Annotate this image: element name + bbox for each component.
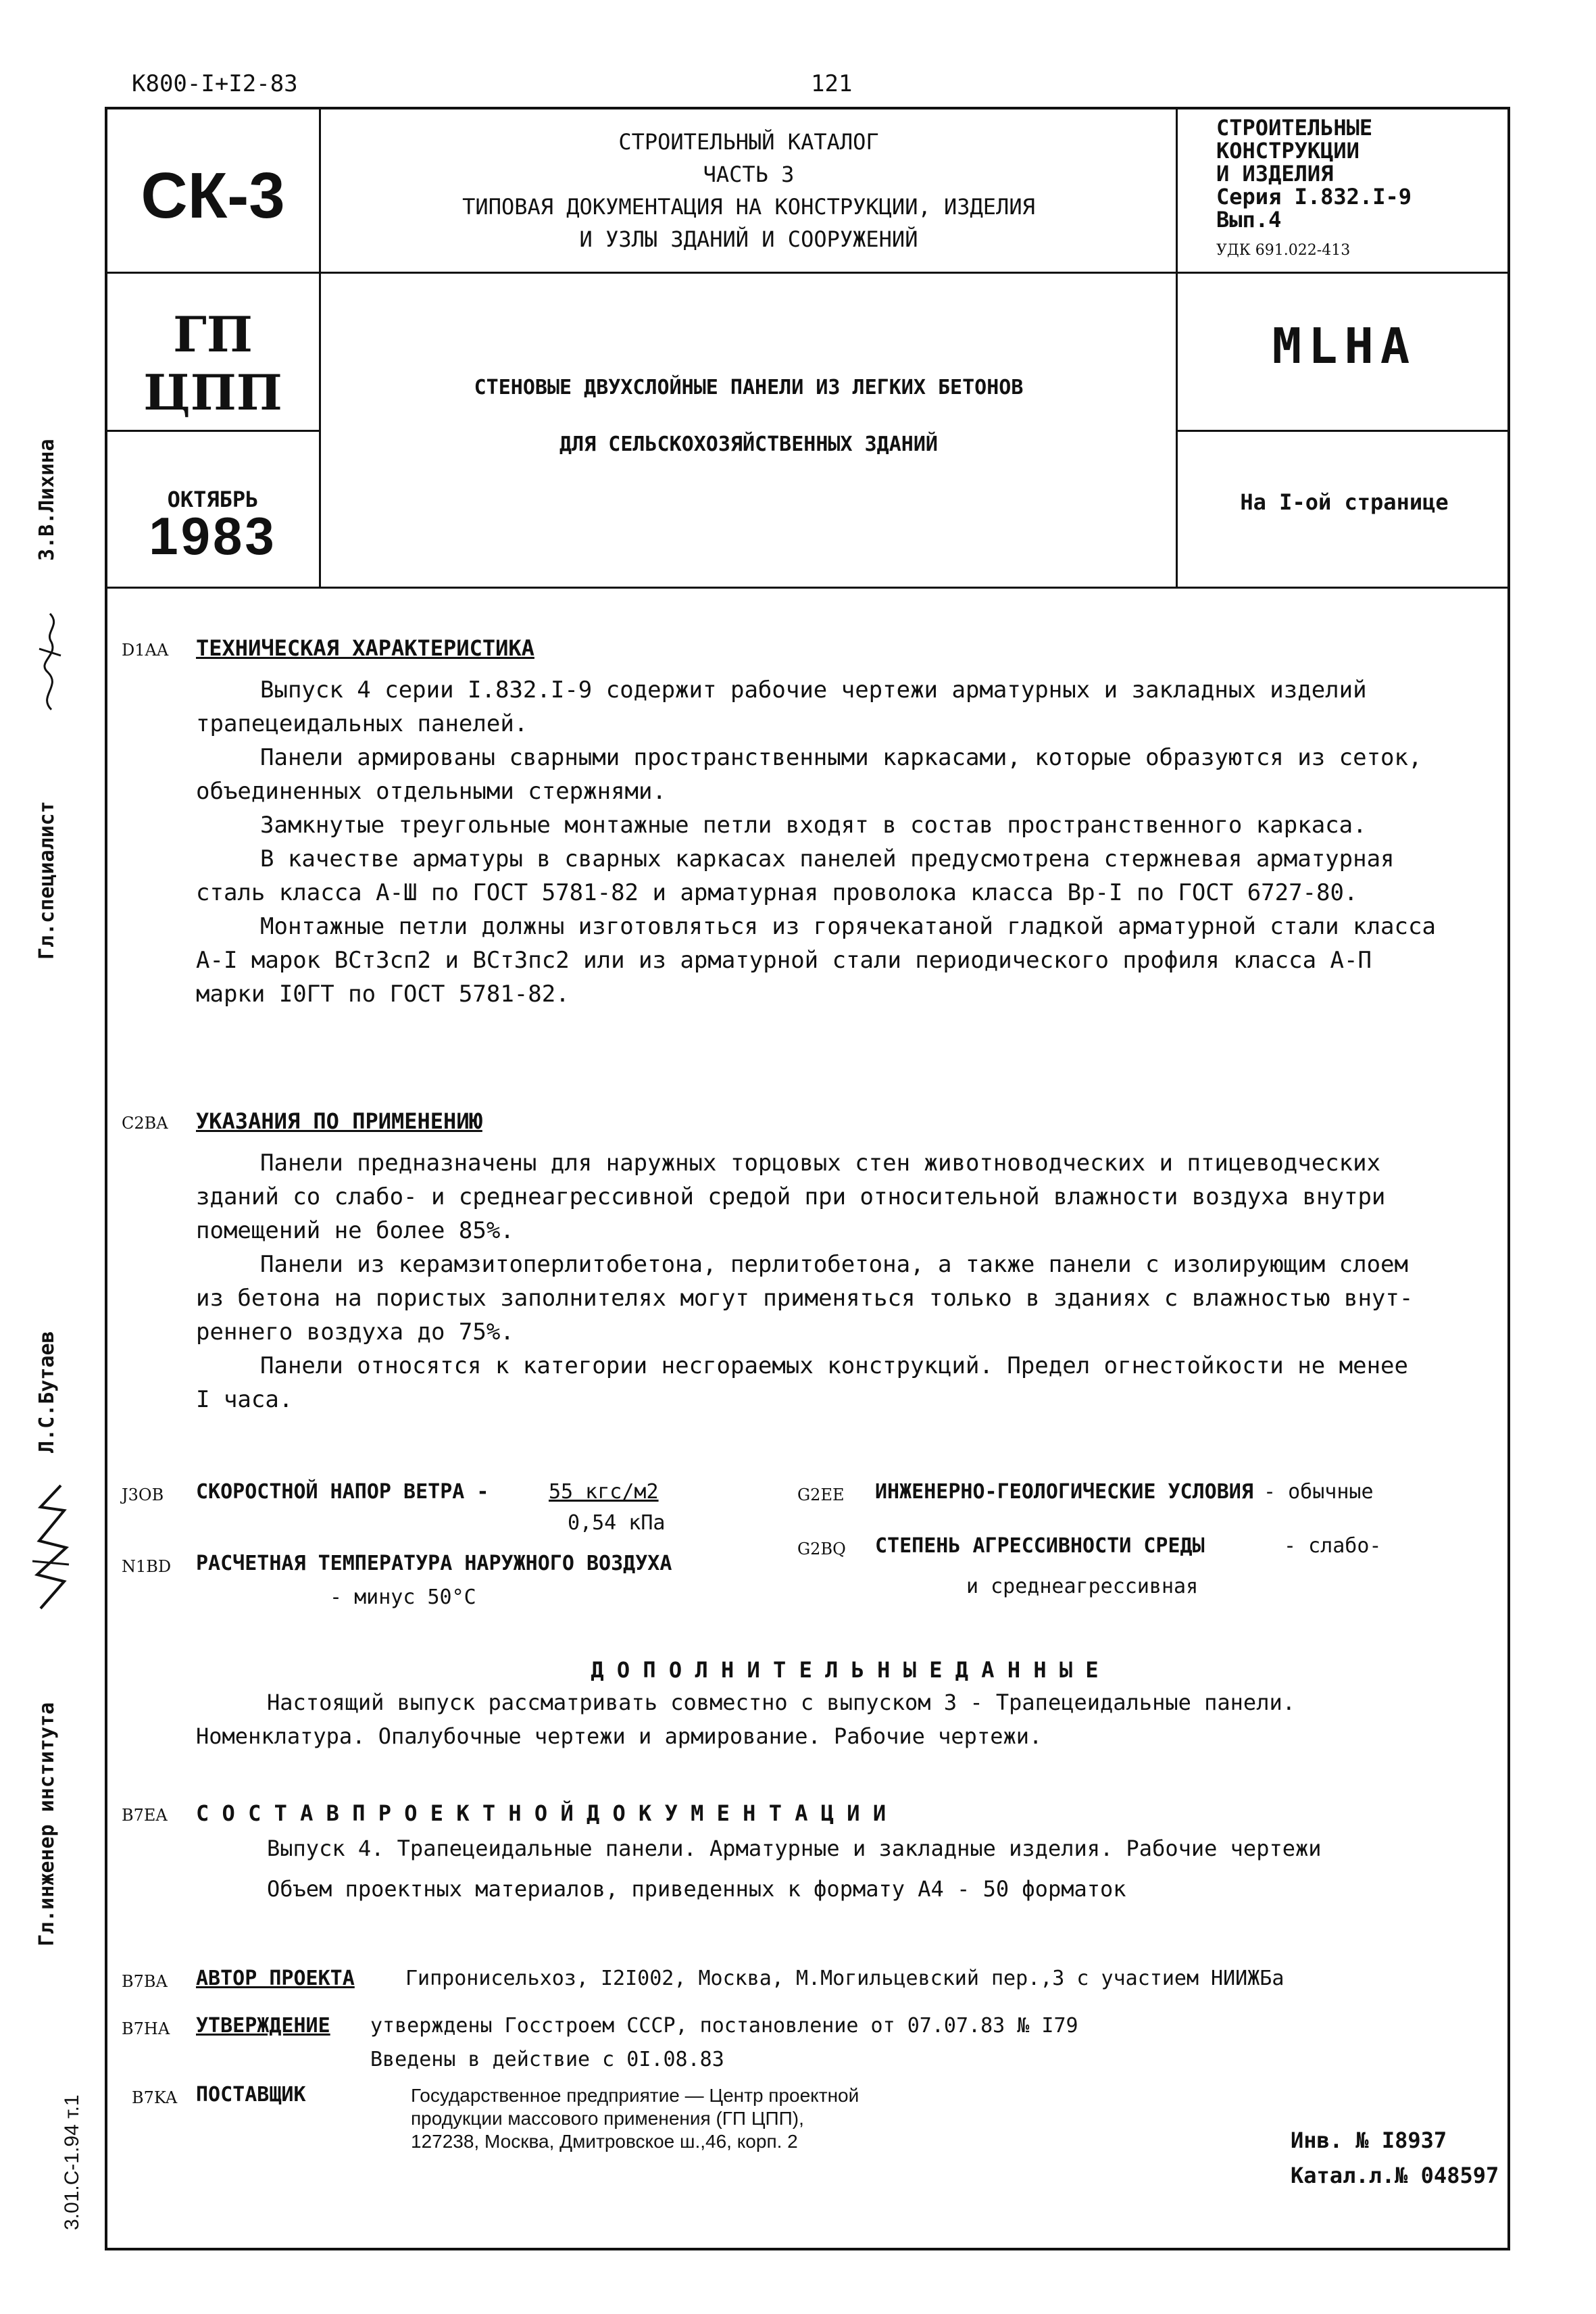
udk-code: УДК 691.022-413 xyxy=(1216,242,1351,259)
section-code: B7KA xyxy=(132,2088,178,2107)
catalog-line: ТИПОВАЯ ДОКУМЕНТАЦИЯ НА КОНСТРУКЦИИ, ИЗДЕЛИЯ xyxy=(462,194,1035,220)
catalog-sheet-number: Катал.л.№ 048597 xyxy=(1291,2163,1499,2188)
section-code: B7HA xyxy=(122,2019,170,2038)
supplier-label: ПОСТАВЩИК xyxy=(196,2083,306,2107)
catalog-line: ЧАСТЬ 3 xyxy=(703,162,795,187)
tech-line: сталь класса А-Ш по ГОСТ 5781-82 и арматурная проволока класса Вр-I по ГОСТ 6727-80. xyxy=(196,879,1358,906)
aggr-label: СТЕПЕНЬ АГРЕССИВНОСТИ СРЕДЫ xyxy=(875,1534,1205,1558)
ck-label: СК-3 xyxy=(141,159,285,232)
header-row-line-1 xyxy=(105,272,1510,274)
margin-name-2: Л.С.Бутаев xyxy=(35,1331,59,1453)
org-block xyxy=(107,305,319,422)
section-code: B7BA xyxy=(122,1972,168,1991)
tech-line: Замкнутые треугольные монтажные петли входят в состав пространственного каркаса. xyxy=(260,812,1367,839)
tech-line: Выпуск 4 серии I.832.I-9 содержит рабочие чертежи арматурных и закладных изделий xyxy=(260,676,1367,704)
composition-line-1: Выпуск 4. Трапецеидальные панели. Арматурные и закладные изделия. Рабочие чертежи xyxy=(267,1836,1322,1861)
supplier-block xyxy=(411,2084,859,2153)
header-row-line-2 xyxy=(105,430,320,432)
author-label: АВТОР ПРОЕКТА xyxy=(196,1967,355,1990)
section-code: N1BD xyxy=(122,1557,172,1576)
margin-stamp: 3.01.С-1.94 т.1 xyxy=(61,2094,83,2230)
header-bottom-line xyxy=(105,587,1510,589)
approval-value-1: утверждены Госстроем СССР, постановление от 07.07.83 № I79 xyxy=(370,2014,1078,2038)
signature-2 xyxy=(27,1480,74,1615)
document-title-line-1: СТЕНОВЫЕ ДВУХСЛОЙНЫЕ ПАНЕЛИ ИЗ ЛЕГКИХ БЕТОНОВ xyxy=(474,376,1024,399)
author-value: Гипронисельхоз, I2I002, Москва, М.Могильцевский пер.,3 с участием НИИЖБа xyxy=(405,1967,1285,1990)
usage-text xyxy=(196,1146,1493,1417)
aggr-value-1: - слабо- xyxy=(1284,1534,1382,1558)
catalog-line: СТРОИТЕЛЬНЫЙ КАТАЛОГ xyxy=(618,129,879,155)
approval-value-2: Введены в действие с 0I.08.83 xyxy=(370,2048,724,2071)
composition-line-2: Объем проектных материалов, приведенных к формату А4 - 50 форматок xyxy=(267,1876,1126,1902)
doc-code-mlha: MLHA xyxy=(1272,318,1417,374)
header-divider-right xyxy=(1176,107,1178,588)
extra-title: Д О П О Л Н И Т Е Л Ь Н Ы Е Д А Н Н Ы Е xyxy=(591,1657,1099,1683)
extra-line-1: Настоящий выпуск рассматривать совместно с выпуском 3 - Трапецеидальные панели. xyxy=(267,1690,1295,1715)
month: ОКТЯБРЬ xyxy=(167,487,259,512)
temp-value: - минус 50°С xyxy=(330,1585,476,1609)
document-title-line-2: ДЛЯ СЕЛЬСКОХОЗЯЙСТВЕННЫХ ЗДАНИЙ xyxy=(559,433,938,456)
series-line: И ИЗДЕЛИЯ xyxy=(1216,161,1334,187)
catalog-line: И УЗЛЫ ЗДАНИЙ И СООРУЖЕНИЙ xyxy=(579,226,918,252)
page-number: 121 xyxy=(811,70,853,97)
tech-line: трапецеидальных панелей. xyxy=(196,710,528,737)
doc-code: К800-I+I2-83 xyxy=(132,70,298,97)
tech-line: Панели армированы сварными пространственными каркасами, которые образуются из сеток, xyxy=(260,744,1422,771)
header-row-line-3 xyxy=(1176,430,1510,432)
margin-role-1: Гл.специалист xyxy=(35,801,59,960)
section-title-usage: УКАЗАНИЯ ПО ПРИМЕНЕНИЮ xyxy=(196,1108,482,1134)
inventory-number: Инв. № I8937 xyxy=(1291,2127,1447,2153)
wind-value-kpa: 0,54 кПа xyxy=(568,1511,666,1535)
composition-title: С О С Т А В П Р О Е К Т Н О Й Д О К У М Е Н Т А Ц И И xyxy=(196,1800,887,1826)
usage-line: зданий со слабо- и среднеагрессивной средой при относительной влажности воздуха внутри xyxy=(196,1183,1386,1210)
section-title-tech: ТЕХНИЧЕСКАЯ ХАРАКТЕРИСТИКА xyxy=(196,635,534,661)
page-reference: На I-ой странице xyxy=(1240,489,1449,515)
section-code: G2BQ xyxy=(797,1540,846,1558)
usage-line: I часа. xyxy=(196,1386,293,1413)
series-block xyxy=(1216,116,1412,231)
year: 1983 xyxy=(149,506,277,566)
section-code: D1AA xyxy=(122,641,169,660)
supplier-line: продукции массового применения (ГП ЦПП), xyxy=(411,2108,804,2129)
margin-name-1: З.В.Лихина xyxy=(35,439,59,561)
section-code: J3OB xyxy=(122,1485,164,1504)
tech-line: А-I марок ВСт3сп2 и ВСт3пс2 или из арматурной стали периодического профиля класса А-П xyxy=(196,947,1372,974)
series-line: СТРОИТЕЛЬНЫЕ xyxy=(1216,115,1373,141)
usage-line: Панели относятся к категории несгораемых конструкций. Предел огнестойкости не менее xyxy=(260,1352,1408,1379)
series-line: КОНСТРУКЦИИ xyxy=(1216,138,1360,164)
section-code: G2EE xyxy=(797,1485,845,1504)
usage-line: помещений не более 85%. xyxy=(196,1217,514,1244)
org-line: ГП xyxy=(173,305,253,363)
geo-value: - обычные xyxy=(1264,1480,1374,1504)
wind-value-kgs: 55 кгс/м2 xyxy=(549,1480,659,1504)
wind-label: СКОРОСТНОЙ НАПОР ВЕТРА - xyxy=(196,1480,489,1504)
section-code: C2BA xyxy=(122,1114,168,1133)
extra-line-2: Номенклатура. Опалубочные чертежи и армирование. Рабочие чертежи. xyxy=(196,1723,1043,1749)
header-divider-left xyxy=(319,107,321,588)
signature-1 xyxy=(31,608,69,716)
usage-line: реннего воздуха до 75%. xyxy=(196,1319,514,1346)
tech-line: марки I0ГТ по ГОСТ 5781-82. xyxy=(196,981,570,1008)
tech-text xyxy=(196,673,1493,1011)
tech-line: Монтажные петли должны изготовляться из горячекатаной гладкой арматурной стали класса xyxy=(260,913,1436,940)
section-code: B7EA xyxy=(122,1806,168,1825)
margin-role-2: Гл.инженер института xyxy=(35,1702,59,1946)
usage-line: Панели предназначены для наружных торцовых стен животноводческих и птицеводческих xyxy=(260,1150,1381,1177)
tech-line: объединенных отдельными стержнями. xyxy=(196,778,666,805)
series-line: Вып.4 xyxy=(1216,207,1282,232)
aggr-value-2: и среднеагрессивная xyxy=(966,1575,1199,1598)
usage-line: из бетона на пористых заполнителях могут применяться только в зданиях с влажностью внут- xyxy=(196,1285,1414,1312)
tech-line: В качестве арматуры в сварных каркасах панелей предусмотрена стержневая арматурная xyxy=(260,845,1395,872)
supplier-line: 127238, Москва, Дмитровское ш.,46, корп. 2 xyxy=(411,2131,798,2152)
geo-label: ИНЖЕНЕРНО-ГЕОЛОГИЧЕСКИЕ УСЛОВИЯ xyxy=(875,1480,1253,1504)
org-line: ЦПП xyxy=(143,364,282,421)
temp-label: РАСЧЕТНАЯ ТЕМПЕРАТУРА НАРУЖНОГО ВОЗДУХА xyxy=(196,1552,672,1575)
series-line: Серия I.832.I-9 xyxy=(1216,184,1412,210)
supplier-line: Государственное предприятие — Центр проектной xyxy=(411,2085,859,2106)
catalog-title-block xyxy=(322,126,1176,255)
usage-line: Панели из керамзитоперлитобетона, перлитобетона, а также панели с изолирующим слоем xyxy=(260,1251,1408,1278)
approval-label: УТВЕРЖДЕНИЕ xyxy=(196,2014,330,2038)
